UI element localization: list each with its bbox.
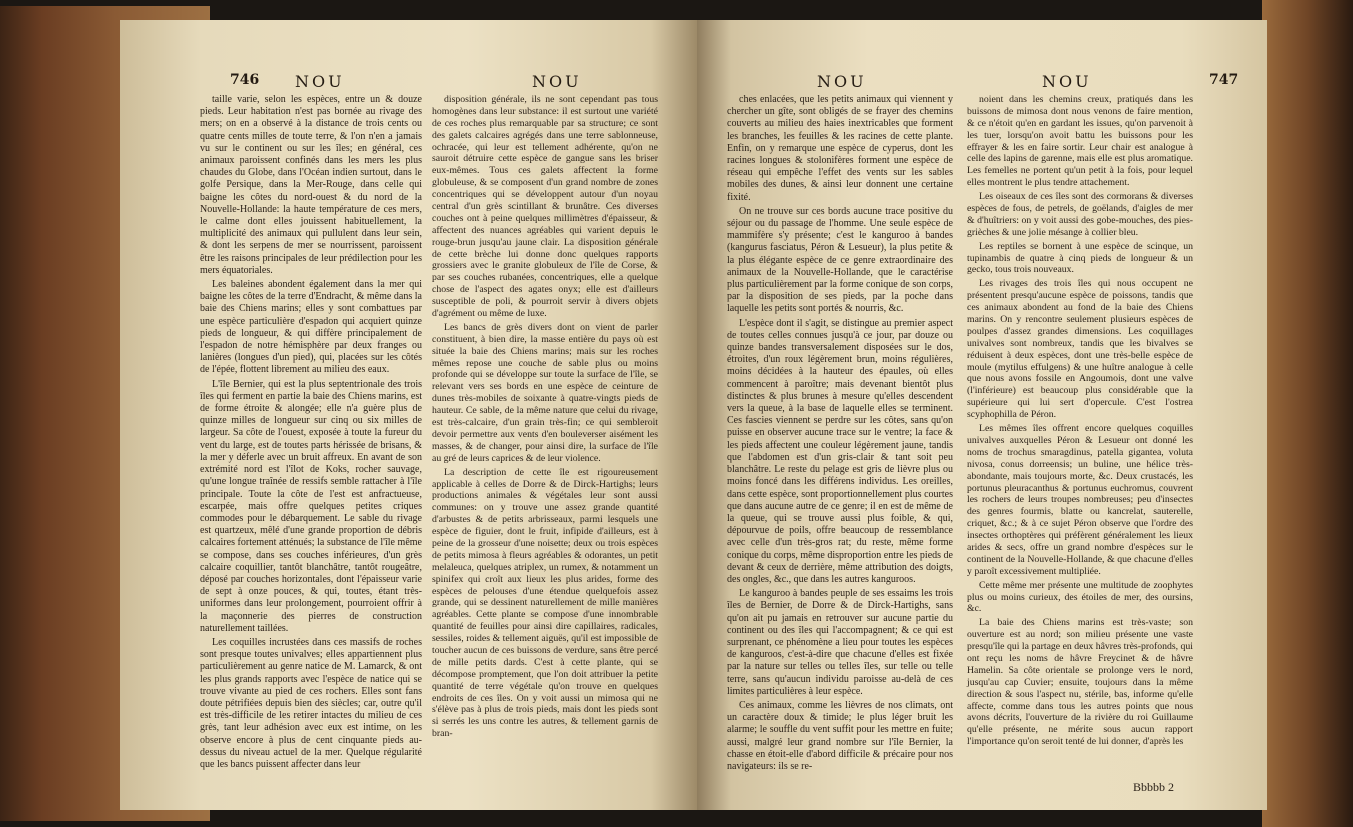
paragraph: Les rivages des trois îles qui nous occupent ne présentent presqu'aucune espèce de poissons, tandis que ces animaux abondent au fond de la baie des Chiens marins. On y rencontre seulement plusieurs espèces de poulpes d'assez grandes dimensions. Les coquillages univalves sont nombreux, tandis que les bivalves se réduisent à deux espèces, dont une très-belle espèce de moule (mytilus effulgens) & une huître analogue à celle que nous avons fossile en Angoumois, dont une valve (l'inférieure) est beaucoup plus considérable que la supérieure qui lui sert d'opercule. C'est l'ostrea scyphophilla de Péron. xyxy=(967,278,1193,421)
paragraph: taille varie, selon les espèces, entre un & douze pieds. Leur habitation n'est pas bornée au rivage des mers; on en a observé à la distance de trois cents ou quatre cents milles de toute terre, & l'on n'en a jamais vu sur le continent ou sur les îles; en général, ces animaux paroissent confinés dans les mers les plus chaudes du Globe, dans l'Océan indien surtout, dans le golfe Persique, dans la Mer-Rouge, dans celle qui baigne les côtes du nord-ouest & du nord de la Nouvelle-Hollande: la haute température de ces mers, le calme dont elles jouissent habituellement, la multiplicité des animaux qui pullulent dans leur sein, & dont les serpens de mer se nourrissent, paroissent être les raisons principales de leur prédilection pour les mers équatoriales. xyxy=(200,94,422,276)
right-page-column-1 xyxy=(727,94,953,775)
left-page xyxy=(120,20,697,810)
running-head-right-2: NOU xyxy=(1042,72,1092,91)
paragraph: Les oiseaux de ces îles sont des cormorans & diverses espèces de fous, de petrels, de goëlands, d'aigles de mer & d'huîtriers: on y voit aussi des gobe-mouches, des pies-grièches & une jolie mésange à collier bleu. xyxy=(967,191,1193,238)
book-fore-edge-right xyxy=(1262,0,1353,827)
paragraph: Les bancs de grès divers dont on vient de parler constituent, à bien dire, la masse entière du pays où est située la baie des Chiens marins; mais sur les roches mêmes repose une couche de sable plus ou moins profonde qui se développe sur toute la surface de l'île, se relevant vers ses bords en une espèce de ceinture de dunes très-mobiles de soixante à quatre-vingts pieds de hauteur. Ce sable, de la même nature que celui du rivage, est très-calcaire, d'un grain très-fin; ce qui sembleroit devoir permettre aux vents d'en bouleverser aisément les masses, & de changer, pour ainsi dire, la surface de l'île au gré de leurs caprices & de leur violence. xyxy=(432,321,658,464)
paragraph: Les reptiles se bornent à une espèce de scinque, un tupinambis de quatre à cinq pieds de longueur & un gecko, tous trois nouveaux. xyxy=(967,240,1193,276)
paragraph: Les baleines abondent également dans la mer qui baigne les côtes de la terre d'Endracht, & même dans la baie des Chiens marins; elles y sont combattues par une espèce particulière d'espadon qui acquiert quinze pieds de longueur, & qui diffère principalement de l'espadon de notre hémisphère par deux franges ou lanières (longues d'un pied), qui, placées sur les côtés de l'épée, flottent librement au milieu des eaux. xyxy=(200,279,422,376)
paragraph: On ne trouve sur ces bords aucune trace positive du séjour ou du passage de l'homme. Une seule espèce de mammifère s'y présente; c'est le kanguroo à bandes (kangurus fasciatus, Péron & Lesueur), la plus petite & la plus élégante espèce de ce genre extraordinaire des animaux de la Nouvelle-Hollande, que le caractérise plus particulièrement par la forme conique de son corps, par la disposition de ses pieds, par la poche dans laquelle les petits sont portés & nourris, &c. xyxy=(727,205,953,315)
signature-mark: Bbbbb 2 xyxy=(1133,780,1175,794)
paragraph: La baie des Chiens marins est très-vaste; son ouverture est au nord; son milieu présente une vaste presqu'île qui la partage en deux hâvres très-profonds, qui ont reçu les noms de hâvre Freycinet & de hâvre Hamelin. Sa côte orientale se prolonge vers le nord, jusqu'au cap Cuvier; ensuite, toujours dans la même direction & sous l'aspect nu, stérile, bas, informe qu'elle affecte, comme dans tous les autres points que nous avons décrits, l'ouverture de la rivière du roi Guillaume qu'elle présente, ne mérite sous aucun rapport l'importance qu'on seroit tenté de lui donner, d'après les xyxy=(967,617,1193,748)
paragraph: Le kanguroo à bandes peuple de ses essaims les trois îles de Bernier, de Dorre & de Dirck-Hartighs, sans qu'on ait pu jamais en retrouver sur aucune partie du continent ou des îles qui l'accompagnent; & ce qui est surprenant, ce phénomène a lieu pour toutes les espèces de kanguroos, c'est-à-dire que chacune d'elles est fixée par la nature sur telles ou telles îles, sur telle ou telle terre, sans qu'aucun individu paroisse au-delà de ces limites particulières à leur espèce. xyxy=(727,588,953,697)
paragraph: ches enlacées, que les petits animaux qui viennent y chercher un gîte, sont obligés de se frayer des chemins couverts au milieu des haies inextricables que forment les branches, les feuilles & les racines de cette plante. Enfin, on y remarque une espèce de cyperus, dont les racines longues & stolonifères forment une espèce de réseau qui empêche l'effet des vents sur les sables mobiles des dunes, & ainsi leur donnent une certaine fixité. xyxy=(727,94,953,203)
page-number-left: 746 xyxy=(230,72,260,88)
paragraph: Ces animaux, comme les lièvres de nos climats, ont un caractère doux & timide; le plus léger bruit les alarme; le souffle du vent suffit pour les mettre en fuite; aussi, malgré leur grand nombre sur l'île Bernier, la chasse en étoit-elle d'abord difficile & précaire pour nos navigateurs: ils se re- xyxy=(727,699,953,772)
left-page-column-2 xyxy=(432,94,658,742)
paragraph: L'espèce dont il s'agit, se distingue au premier aspect de toutes celles connues jusqu'à ce jour, par douze ou quinze bandes transversalement disposées sur le dos, étroites, d'un roux légèrement brun, moins régulières, moins décidées à la hauteur des épaules, où elles commencent à paroître; mais devenant bientôt plus distinctes & plus brunes à mesure qu'elles descendent vers la queue, à la base de laquelle elles se terminent. Ces fascies viennent se perdre sur les côtes, sans qu'on puisse en observer aucune trace sur le ventre; la face & les pieds affectent une couleur légèrement jaune, tandis que l'abdomen est d'un gris-clair & tant soit peu blanchâtre. Le reste du pelage est gris de lièvre plus ou moins foncé dans les différens individus. Les oreilles, dans cette espèce, sont proportionnellement plus courtes que dans aucune autre de ce genre; il en est de même de la queue, qui se trouve aussi plus foible, & qui, dépourvue de poils, offre beaucoup de ressemblance avec celle d'un très-gros rat; du reste, même forme conique du corps, même disproportion entre les pieds de devant & ceux de derrière, même attribution des doigts, des ongles, &c., que dans les autres kanguroos. xyxy=(727,317,953,585)
paragraph: L'île Bernier, qui est la plus septentrionale des trois îles qui ferment en partie la baie des Chiens marins, est de forme étroite & alongée; elle n'a guère plus de quinze milles de longueur sur cinq ou six milles de largeur. Sa côte de l'ouest, exposée à toute la fureur du vent du large, est de toutes parts hérissée de brisans, & la mer y déferle avec un bruit affreux. En avant de son extrémité nord est l'îlot de Koks, rocher sauvage, qu'une longue traînée de ressifs semble rattacher à l'île principale. Toute la côte de l'est est anfractueuse, escarpée, mais offre quelques petites criques commodes pour le débarquement. Le sable du rivage est quartzeux, mêlé d'une grande proportion de débris calcaires fortement atténués; la substance de l'île même se compose, dans ses couches inférieures, d'un grès calcaire coquillier, tantôt blanchâtre, tantôt rougeâtre, déposé par couches horizontales, dont l'épaisseur varie de sept à onze pouces, & qui, toutes, étant très-uniformes dans leur prolongement, pourroient offrir à la maçonnerie des pierres de construction naturellement taillées. xyxy=(200,378,422,634)
page-number-right: 747 xyxy=(1209,72,1239,88)
running-head-left-2: NOU xyxy=(532,72,582,91)
right-page xyxy=(697,20,1267,810)
right-page-column-2 xyxy=(967,94,1193,750)
running-head-right-1: NOU xyxy=(817,72,867,91)
paragraph: La description de cette île est rigoureusement applicable à celles de Dorre & de Dirck-Hartighs; leurs productions animales & végétales leur sont aussi communes: on y trouve une assez grande quantité d'arbustes & de petits arbrisseaux, parmi lesquels une espèce de figuier, dont le fruit, infipide d'ailleurs, est à peine de la grosseur d'une noisette; deux ou trois espèces de petits mimosa à fleurs agréables & odorantes, un petit melaleuca, quelques atriplex, un rumex, & notamment un spinifex qui croît aux lieux les plus arides, forme des espèces de pelouses d'une étendue quelquefois assez grande, qui se dessinent naturellement de mille manières agréables. Cette plante se compose d'une innombrable quantité de feuilles pour ainsi dire capillaires, radicales, sessiles, roides & tellement aiguës, qu'il est impossible de toucher aucun de ces buissons de verdure, sans être percé de mille petits dards. C'est à cette plante, qui se décompose promptement, que l'on doit attribuer la petite quantité de terre végétale qu'on trouve en quelques endroits de ces îles. On y voit aussi un mimosa qui ne s'élève pas à plus de trois pieds, mais dont les pieds sont si serrés les uns contre les autres, & tellement garnis de bran- xyxy=(432,466,658,740)
left-page-column-1 xyxy=(200,94,422,773)
paragraph: noient dans les chemins creux, pratiqués dans les buissons de mimosa dont nous venons de faire mention, & ce n'étoit qu'en en gardant les issues, qu'on parvenoit à les tuer, lorsqu'on avoit battu les buissons pour les effrayer & les en faire sortir. Leur chair est analogue à celle des lapins de garenne, mais elle est plus aromatique. Les femelles ne portent qu'un petit à la fois, pour lequel elles montrent le plus tendre attachement. xyxy=(967,94,1193,189)
running-head-left-1: NOU xyxy=(295,72,345,91)
paragraph: Cette même mer présente une multitude de zoophytes plus ou moins curieux, des étoiles de mer, des oursins, &c. xyxy=(967,579,1193,615)
paragraph: Les coquilles incrustées dans ces massifs de roches sont presque toutes univalves; elles appartiennent plus particulièrement au genre natice de M. Lamarck, & ont les plus grands rapports avec l'espèce de natice qui se trouve vivante au pied de ces rochers. Elles sont fans doute pétrifiées depuis bien des siècles; car, outre qu'il est très-difficile de les retirer intactes du milieu de ces grès, tant leur adhésion avec eux est intime, on les observe encore à plus de cent cinquante pieds au-dessus du niveau actuel de la mer. Quelque régularité que les bancs puissent affecter dans leur xyxy=(200,636,422,770)
paragraph: disposition générale, ils ne sont cependant pas tous homogènes dans leur substance: il est surtout une variété de ces roches plus remarquable par sa structure; ce sont des galets calcaires agrégés dans une terre sablonneuse, ochracée, qui leur est tellement adhérente, qu'on ne sauroit détruire cette espèce de gangue sans les briser eux-mêmes. Tous ces galets affectent la forme globuleuse, & se composent d'un grand nombre de zones concentriques qui se développent autour d'un noyau central d'un grès scintillant & brunâtre. Ces diverses couches ont à peine quelques millimètres d'épaisseur, & affectent des nuances agréables qui varient depuis le rouge-brun jusqu'au jaune clair. La disposition générale de cette brèche lui donne donc quelques rapports grossiers avec le granite globuleux de l'île de Corse, & par ses couches rubanées, concentriques, elle a quelque chose de l'aspect des agates onyx; elle est d'ailleurs susceptible de poli, & pourroit servir à divers objets d'agrément ou même de luxe. xyxy=(432,94,658,320)
paragraph: Les mêmes îles offrent encore quelques coquilles univalves auxquelles Péron & Lesueur ont donné les noms de trochus smaragdinus, patella gigantea, voluta nivosa, conus dorreensis; un buline, une hélice très-abondante, mais toujours morte, &c. Deux crustacés, les portunus pleuracanthus & portunus euchromus, couvrent les rochers de leurs troupes nombreuses; peu d'insectes des genres fourmis, blatte ou kancrelat, sauterelle, criquet, &c.; & à ce sujet Péron observe que l'ordre des insectes orthoptères qui préfèrent généralement les lieux arides & secs, offre un grand nombre d'espèces sur le continent de la Nouvelle-Hollande, & que chacune d'elles y paroît excessivement multipliée. xyxy=(967,423,1193,577)
